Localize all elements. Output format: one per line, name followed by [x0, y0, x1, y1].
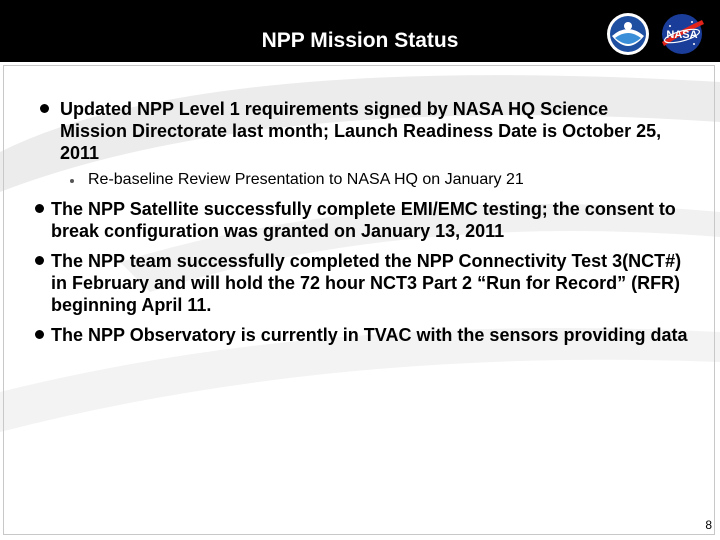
bullet-dot — [35, 330, 44, 339]
bullet-dot — [40, 104, 49, 113]
svg-text:NASA: NASA — [666, 29, 698, 41]
bullet-dot — [35, 204, 44, 213]
sub-bullet-item: Re-baseline Review Presentation to NASA HQ on January 21 — [88, 171, 524, 188]
bullet-dot — [35, 256, 44, 265]
bullet-item-4: The NPP Observatory is currently in TVAC with the sensors providing data — [51, 325, 688, 345]
bullet-item-3: The NPP team successfully completed the NPP Connectivity Test 3(NCT#) in February and will hold the 72 hour NCT3 Part 2 “Run for Record” (RFR) beginning April 11. — [51, 251, 682, 315]
page-number: 8 — [705, 518, 712, 532]
sub-bullet-dot — [70, 179, 74, 183]
bullet-item-1: Updated NPP Level 1 requirements signed by NASA HQ Science Mission Directorate last month; Launch Readiness Date is October 25, 2011 — [60, 99, 662, 163]
slide-title: NPP Mission Status — [261, 29, 459, 52]
bullet-item-2: The NPP Satellite successfully complete EMI/EMC testing; the consent to break configuration was granted on January 13, 2011 — [51, 199, 676, 241]
